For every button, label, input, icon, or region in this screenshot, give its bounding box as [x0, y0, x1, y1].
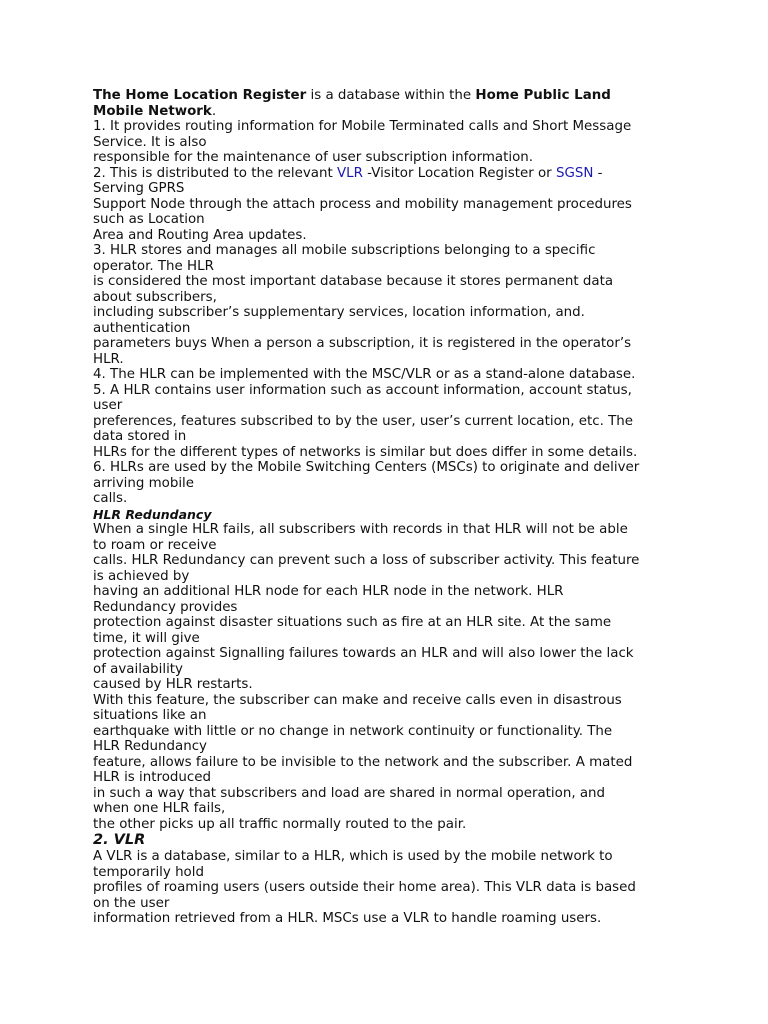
item-6-line-3: calls.: [93, 491, 128, 506]
item-1-line-3: responsible for the maintenance of user subscription information.: [93, 150, 534, 165]
vlr-link[interactable]: VLR: [336, 165, 363, 181]
item-5-line-5: HLRs for the different types of networks is similar but does differ in some details.: [93, 444, 638, 460]
item-3-line-8: HLR.: [93, 351, 124, 367]
item-3-line-2: operator. The HLR: [93, 258, 214, 274]
vlr-line-5: information retrieved from a HLR. MSCs use a VLR to handle roaming users.: [93, 911, 602, 926]
item-3-line-7: parameters buys When a person a subscription, it is registered in the operator’s: [93, 336, 632, 351]
redundancy-line-17: HLR is introduced: [93, 770, 211, 785]
item-2-line-3: Support Node through the attach process and mobility management procedures: [93, 196, 632, 212]
sgsn-link[interactable]: SGSN: [555, 165, 594, 181]
vlr-section-heading: 2. VLR: [93, 832, 146, 848]
term-mobile-network: Mobile Network: [93, 103, 212, 119]
item-3-line-4: about subscribers,: [93, 289, 217, 305]
term-home-public-land: Home Public Land: [475, 88, 611, 103]
redundancy-line-15: HLR Redundancy: [93, 739, 207, 754]
document-page: [93, 88, 683, 927]
redundancy-line-18: in such a way that subscribers and load are shared in normal operation, and: [93, 785, 606, 801]
item-2-line-5: Area and Routing Area updates.: [93, 227, 307, 243]
item-2-line-4: such as Location: [93, 212, 205, 227]
item-5-line-1: 5. A HLR contains user information such as account information, account status,: [93, 382, 632, 398]
item-3-line-6: authentication: [93, 320, 191, 336]
item-1-line-1: 1. It provides routing information for Mobile Terminated calls and Short Message: [93, 119, 632, 134]
redundancy-line-12: With this feature, the subscriber can make and receive calls even in disastrous: [93, 692, 622, 708]
redundancy-line-14: earthquake with little or no change in network continuity or functionality. The: [93, 723, 613, 739]
redundancy-line-19: when one HLR fails,: [93, 801, 226, 816]
vlr-line-2: temporarily hold: [93, 864, 204, 880]
redundancy-line-9: protection against Signalling failures towards an HLR and will also lower the lack: [93, 646, 634, 661]
item-5-line-2: user: [93, 398, 123, 413]
redundancy-line-5: having an additional HLR node for each HLR node in the network. HLR: [93, 584, 564, 599]
item-4-line-1: 4. The HLR can be implemented with the MSC/VLR or as a stand-alone database.: [93, 367, 636, 382]
redundancy-line-16: feature, allows failure to be invisible to the network and the subscriber. A mated: [93, 754, 633, 770]
redundancy-line-4: is achieved by: [93, 568, 190, 584]
item-3-line-3: is considered the most important database because it stores permanent data: [93, 274, 614, 289]
hlr-redundancy-heading: HLR Redundancy: [93, 506, 212, 522]
item-3-line-1: 3. HLR stores and manages all mobile subscriptions belonging to a specific: [93, 243, 596, 258]
term-home-location-register: The Home Location Register: [93, 88, 307, 103]
redundancy-line-13: situations like an: [93, 708, 207, 723]
redundancy-line-8: time, it will give: [93, 630, 200, 646]
item-5-line-3: preferences, features subscribed to by the user, user’s current location, etc. The: [93, 413, 634, 429]
item-6-line-2: arriving mobile: [93, 475, 195, 491]
redundancy-line-1: When a single HLR fails, all subscribers with records in that HLR will not be able: [93, 522, 628, 537]
intro-line-1: The Home Location Register is a database within the Home Public Land: [93, 88, 611, 103]
item-2-line-1: 2. This is distributed to the relevant VLR -Visitor Location Register or SGSN -: [93, 165, 603, 181]
vlr-line-1: A VLR is a database, similar to a HLR, which is used by the mobile network to: [93, 849, 613, 864]
intro-line-2: Mobile Network.: [93, 103, 217, 119]
redundancy-line-11: caused by HLR restarts.: [93, 677, 253, 692]
item-5-line-4: data stored in: [93, 429, 187, 444]
redundancy-line-7: protection against disaster situations such as fire at an HLR site. At the same: [93, 615, 612, 630]
item-3-line-5: including subscriber’s supplementary services, location information, and.: [93, 305, 585, 320]
redundancy-line-3: calls. HLR Redundancy can prevent such a loss of subscriber activity. This feature: [93, 553, 640, 568]
redundancy-line-6: Redundancy provides: [93, 599, 238, 615]
vlr-line-3: profiles of roaming users (users outside their home area). This VLR data is based: [93, 880, 636, 895]
item-6-line-1: 6. HLRs are used by the Mobile Switching Centers (MSCs) to originate and deliver: [93, 460, 640, 475]
redundancy-line-2: to roam or receive: [93, 537, 217, 553]
redundancy-line-20: the other picks up all traffic normally routed to the pair.: [93, 816, 467, 832]
item-1-line-2: Service. It is also: [93, 134, 207, 150]
vlr-line-4: on the user: [93, 895, 170, 911]
item-2-line-2: Serving GPRS: [93, 181, 185, 196]
redundancy-line-10: of availability: [93, 661, 183, 677]
